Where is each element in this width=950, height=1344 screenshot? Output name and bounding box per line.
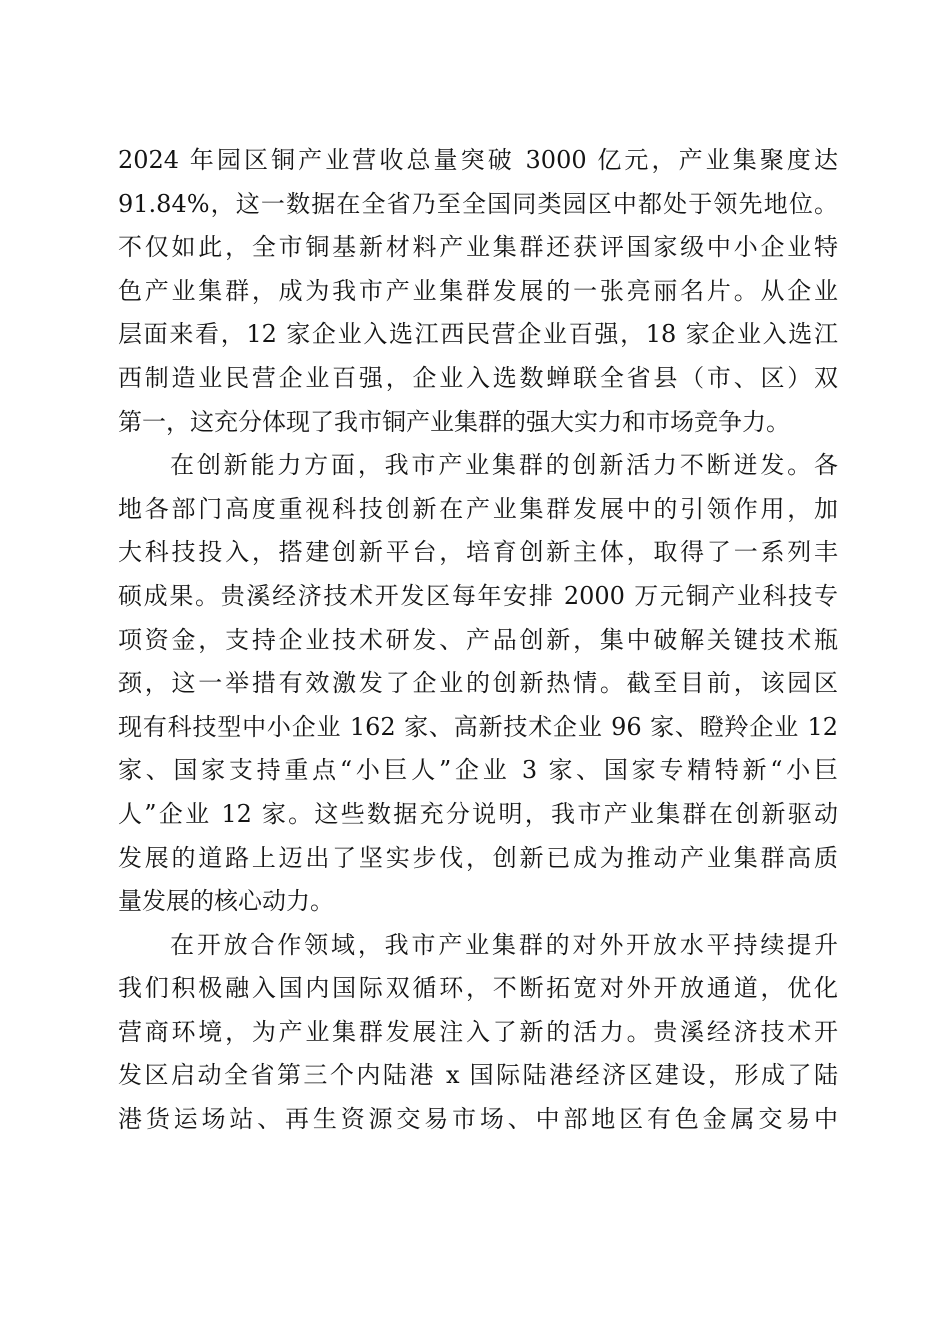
text-line: 硕成果。贵溪经济技术开发区每年安排 2000 万元铜产业科技专 xyxy=(118,581,838,610)
text-line: 人”企业 12 家。这些数据充分说明，我市产业集群在创新驱动 xyxy=(118,799,838,828)
text-line: 颈，这一举措有效激发了企业的创新热情。截至目前，该园区 xyxy=(118,669,838,698)
text-line: 项资金，支持企业技术研发、产品创新，集中破解关键技术瓶 xyxy=(118,625,838,654)
text-line: 西制造业民营企业百强，企业入选数蝉联全省县（市、区）双 xyxy=(118,363,838,392)
text-line: 现有科技型中小企业 162 家、高新技术企业 96 家、瞪羚企业 12 xyxy=(118,712,838,741)
text-line: 2024 年园区铜产业营收总量突破 3000 亿元，产业集聚度达 xyxy=(118,146,838,174)
paragraph-start-line: 在创新能力方面，我市产业集群的创新活力不断迸发。各 xyxy=(170,451,838,480)
text-line: 营商环境，为产业集群发展注入了新的活力。贵溪经济技术开 xyxy=(118,1017,838,1046)
text-line: 色产业集群，成为我市产业集群发展的一张亮丽名片。从企业 xyxy=(118,276,838,305)
text-line: 大科技投入，搭建创新平台，培育创新主体，取得了一系列丰 xyxy=(118,538,838,567)
text-line: 我们积极融入国内国际双循环，不断拓宽对外开放通道，优化 xyxy=(118,974,838,1003)
text-line: 发区启动全省第三个内陆港 x 国际陆港经济区建设，形成了陆 xyxy=(118,1061,838,1090)
text-line: 第一，这充分体现了我市铜产业集群的强大实力和市场竞争力。 xyxy=(118,407,790,436)
text-line: 家、国家支持重点“小巨人”企业 3 家、国家专精特新“小巨 xyxy=(118,756,838,785)
paragraph-start-line: 在开放合作领域，我市产业集群的对外开放水平持续提升 xyxy=(170,930,838,959)
text-line: 发展的道路上迈出了坚实步伐，创新已成为推动产业集群高质 xyxy=(118,843,838,872)
body-text xyxy=(118,139,838,1142)
text-line: 地各部门高度重视科技创新在产业集群发展中的引领作用，加 xyxy=(118,494,838,523)
text-line: 量发展的核心动力。 xyxy=(118,887,334,916)
text-line: 91.84%，这一数据在全省乃至全国同类园区中都处于领先地位。 xyxy=(118,189,838,218)
text-line: 港货运场站、再生资源交易市场、中部地区有色金属交易中 xyxy=(118,1105,838,1134)
text-line: 层面来看，12 家企业入选江西民营企业百强，18 家企业入选江 xyxy=(118,320,838,349)
text-line: 不仅如此，全市铜基新材料产业集群还获评国家级中小企业特 xyxy=(118,233,838,262)
